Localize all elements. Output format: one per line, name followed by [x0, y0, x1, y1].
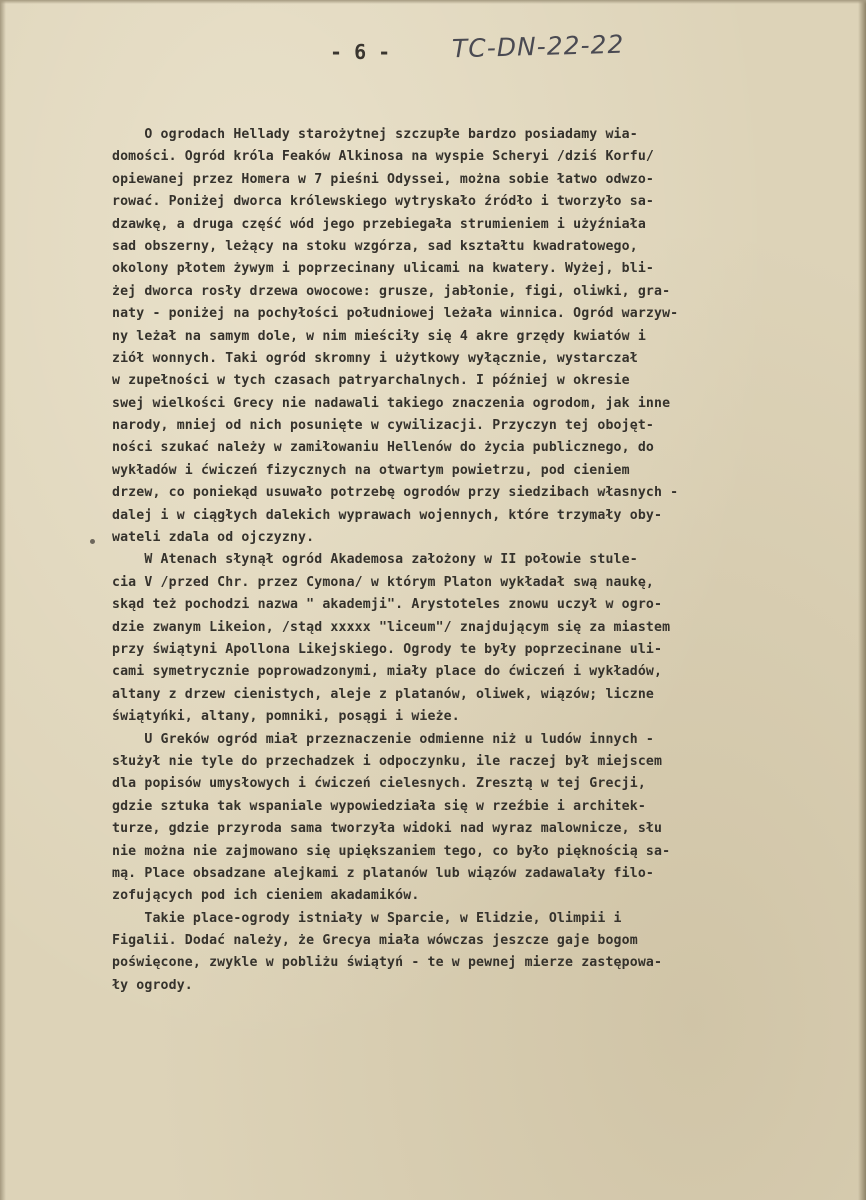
- text-line: O ogrodach Hellady starożytnej szczupłe bardzo posiadamy wia-: [112, 127, 638, 142]
- body-text: [112, 124, 852, 997]
- text-line: altany z drzew cienistych, aleje z platanów, oliwek, wiązów; liczne: [112, 686, 654, 702]
- text-line: domości. Ogród króla Feaków Alkinosa na wyspie Scheryi /dziś Korfu/: [112, 149, 654, 165]
- text-line: mą. Place obsadzane alejkami z platanów lub wiązów zadawalały filo-: [112, 865, 654, 881]
- text-line: W Atenach słynął ogród Akademosa założony w II połowie stule-: [112, 552, 638, 568]
- text-line: sad obszerny, leżący na stoku wzgórza, sad kształtu kwadratowego,: [112, 238, 638, 254]
- text-line: opiewanej przez Homera w 7 pieśni Odyssei, można sobie łatwo odwzo-: [112, 171, 654, 187]
- text-line: wateli zdala od ojczyzny.: [112, 530, 315, 546]
- text-line: cia V /przed Chr. przez Cymona/ w którym Platon wykładał swą naukę,: [112, 574, 654, 590]
- text-line: turze, gdzie przyroda sama tworzyła widoki nad wyraz malownicze, słu: [112, 821, 663, 837]
- text-line: swej wielkości Grecy nie nadawali takiego znaczenia ogrodom, jak inne: [112, 395, 671, 411]
- text-line: drzew, co poniekąd usuwało potrzebę ogrodów przy siedzibach własnych -: [112, 485, 679, 501]
- text-line: nie można nie zajmowano się upiększaniem tego, co było pięknością sa-: [112, 843, 671, 859]
- text-line: dzawkę, a druga część wód jego przebiegała strumieniem i użyźniała: [112, 216, 646, 232]
- text-line: dzie zwanym Likeion, /stąd xxxxx "liceum"/ znajdującym się za miastem: [112, 619, 671, 635]
- text-line: poświęcone, zwykle w pobliżu świątyń - te w pewnej mierze zastępowa-: [112, 955, 663, 971]
- page-edge-left: [0, 0, 6, 1200]
- page-edge-top: [0, 0, 866, 4]
- text-line: ności szukać należy w zamiłowaniu Hellenów do życia publicznego, do: [112, 440, 654, 456]
- text-line: Figalii. Dodać należy, że Grecya miała wówczas jeszcze gaje bogom: [112, 933, 638, 949]
- text-line: dla popisów umysłowych i ćwiczeń cielesnych. Zresztą w tej Grecji,: [112, 776, 646, 792]
- text-line: ły ogrody.: [112, 977, 193, 993]
- page-number: - 6 -: [330, 40, 391, 64]
- text-line: świątyńki, altany, pomniki, posągi i wieże.: [112, 709, 460, 725]
- handwritten-reference-code: TC-DN-22-22: [451, 29, 625, 64]
- text-line: wykładów i ćwiczeń fizycznych na otwartym powietrzu, pod cieniem: [112, 462, 630, 478]
- punch-hole-mark: [90, 539, 95, 544]
- text-line: służył nie tyle do przechadzek i odpoczynku, ile raczej był miejscem: [112, 753, 663, 769]
- text-line: narody, mniej od nich posunięte w cywilizacji. Przyczyn tej obojęt-: [112, 418, 654, 434]
- text-line: przy świątyni Apollona Likejskiego. Ogrody te były poprzecinane uli-: [112, 641, 663, 657]
- text-line: zofujących pod ich cieniem akadamików.: [112, 888, 420, 904]
- text-line: Takie place-ogrody istniały w Sparcie, w Elidzie, Olimpii i: [112, 910, 622, 926]
- text-line: U Greków ogród miał przeznaczenie odmienne niż u ludów innych -: [112, 731, 654, 747]
- text-line: w zupełności w tych czasach patryarchalnych. I później w okresie: [112, 373, 630, 389]
- text-line: żej dworca rosły drzewa owocowe: grusze, jabłonie, figi, oliwki, gra-: [112, 283, 671, 299]
- text-line: rować. Poniżej dworca królewskiego wytryskało źródło i tworzyło sa-: [112, 194, 654, 210]
- text-line: naty - poniżej na pochyłości południowej leżała winnica. Ogród warzyw-: [112, 306, 679, 322]
- text-line: okolony płotem żywym i poprzecinany ulicami na kwatery. Wyżej, bli-: [112, 261, 654, 277]
- text-line: ziół wonnych. Taki ogród skromny i użytkowy wyłącznie, wystarczał: [112, 350, 638, 366]
- text-line: skąd też pochodzi nazwa " akademji". Arystoteles znowu uczył w ogro-: [112, 597, 663, 613]
- text-line: cami symetrycznie poprowadzonymi, miały place do ćwiczeń i wykładów,: [112, 664, 663, 680]
- text-line: gdzie sztuka tak wspaniale wypowiedziała się w rzeźbie i architek-: [112, 798, 646, 814]
- text-line: ny leżał na samym dole, w nim mieściły się 4 akre grzędy kwiatów i: [112, 328, 646, 344]
- page-edge-right: [858, 0, 866, 1200]
- text-line: dalej i w ciągłych dalekich wyprawach wojennych, które trzymały oby-: [112, 507, 663, 523]
